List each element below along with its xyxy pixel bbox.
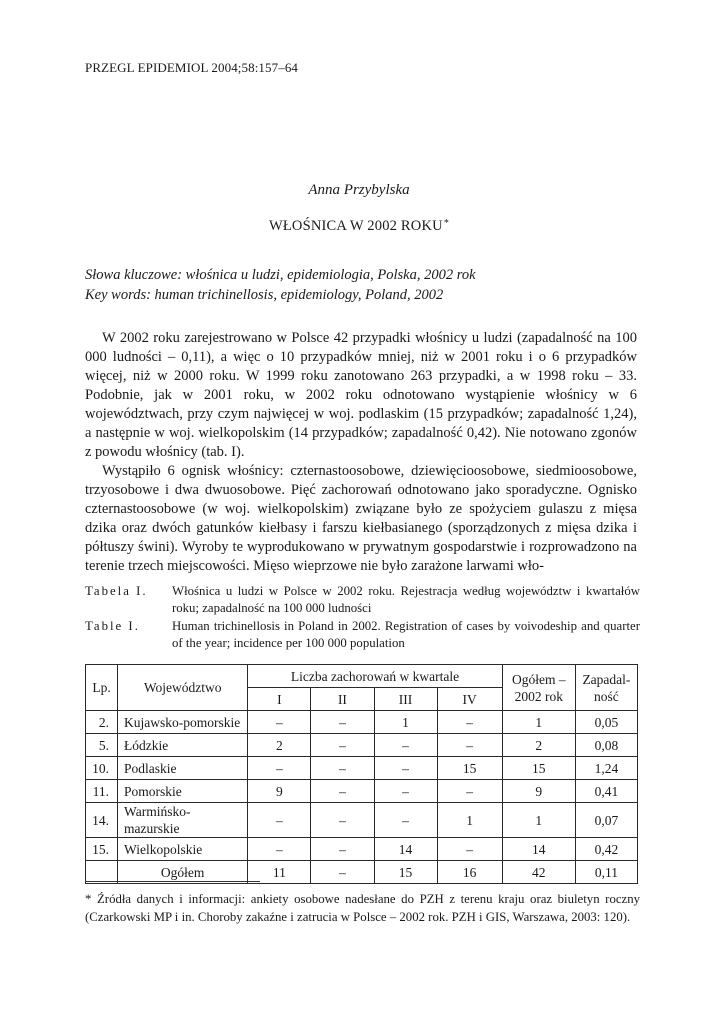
title-text: WŁOŚNICA W 2002 ROKU [268, 218, 443, 234]
table-row [86, 757, 638, 780]
cell-q4: – [437, 780, 502, 803]
cell-q4: – [437, 711, 502, 734]
cell-q1: – [248, 838, 311, 861]
article-title [0, 218, 718, 235]
header-lp: Lp. [86, 665, 118, 711]
cell-total: 15 [502, 757, 575, 780]
paragraph: Wystąpiło 6 ognisk włośnicy: czternastoosobowe, dziewięcioosobowe, siedmioosobowe, trzyosobowe i dwa dwuosobowe. Pięć zachorowań odnotowano jako sporadyczne. Ognisko czternastoosobowe (w woj. wielkopolskim) związane było ze spożyciem gulaszu z mięsa dzika oraz dwóch gatunków kiełbasy i farszu kiełbasianego (sporządzonych z mięsa dzika i półtuszy świni). Wyroby te wyprodukowano w prywatnym gospodarstwie i rozprowadzono na terenie trzech miejscowości. Mięso wieprzowe nie było zarażone larwami wło- [85, 463, 637, 574]
footnote: * Źródła danych i informacji: ankiety osobowe nadesłane do PZH z terenu kraju oraz biuletyn roczny (Czarkowski MP i in. Choroby zakaźne i zatrucia w Polsce – 2002 rok. PZH i GIS, Warszawa, 2003: 120). [85, 892, 640, 924]
header-quarter: I [248, 688, 311, 711]
cell-incidence: 0,42 [575, 838, 637, 861]
cell-total: 1 [502, 711, 575, 734]
header-quarter: IV [437, 688, 502, 711]
cell-q2: – [311, 861, 374, 884]
cell-region: Kujawsko-pomorskie [118, 711, 248, 734]
caption-label: Table I. [85, 619, 140, 633]
cell-q1: – [248, 711, 311, 734]
cell-incidence: 0,41 [575, 780, 637, 803]
cell-total: 9 [502, 780, 575, 803]
cell-q2: – [311, 757, 374, 780]
header-quarter: II [311, 688, 374, 711]
cell-incidence: 0,08 [575, 734, 637, 757]
cell-lp: 15. [86, 838, 118, 861]
cell-q4: – [437, 838, 502, 861]
header-region: Województwo [118, 665, 248, 711]
cell-q1: 11 [248, 861, 311, 884]
caption-english [85, 618, 640, 652]
cell-q1: 2 [248, 734, 311, 757]
header-incidence: Zapadal-ność [575, 665, 637, 711]
table-row [86, 734, 638, 757]
table-row [86, 838, 638, 861]
cell-incidence: 1,24 [575, 757, 637, 780]
header-row [86, 665, 638, 688]
header-total: Ogółem – 2002 rok [502, 665, 575, 711]
cell-incidence: 0,05 [575, 711, 637, 734]
cell-q3: 14 [374, 838, 437, 861]
cell-lp: 10. [86, 757, 118, 780]
author-name: Anna Przybylska [308, 182, 410, 198]
cell-lp: 5. [86, 734, 118, 757]
cell-total: 2 [502, 734, 575, 757]
table-row [86, 803, 638, 838]
cell-q3: – [374, 803, 437, 838]
cell-q2: – [311, 734, 374, 757]
cell-q4: 15 [437, 757, 502, 780]
keywords-polish: Słowa kluczowe: włośnica u ludzi, epidemiologia, Polska, 2002 rok [85, 267, 476, 283]
cell-q1: 9 [248, 780, 311, 803]
cell-total: 1 [502, 803, 575, 838]
table-body [86, 711, 638, 884]
header-quarter: III [374, 688, 437, 711]
caption-text: Włośnica u ludzi w Polsce w 2002 roku. Rejestracja według województw i kwartałów roku; zapadalność na 100 000 ludności [172, 584, 640, 615]
cell-q2: – [311, 838, 374, 861]
cell-q4: – [437, 734, 502, 757]
cell-q3: – [374, 757, 437, 780]
caption-text: Human trichinellosis in Poland in 2002. Registration of cases by voivodeship and quarter of the year; incidence per 100 000 population [172, 619, 640, 650]
caption-polish [85, 583, 640, 617]
cell-total: 42 [502, 861, 575, 884]
keywords-english: Key words: human trichinellosis, epidemiology, Poland, 2002 [85, 287, 444, 303]
journal-reference: PRZEGL EPIDEMIOL 2004;58:157–64 [85, 60, 299, 75]
table-row [86, 711, 638, 734]
cell-q1: – [248, 803, 311, 838]
caption-label: Tabela I. [85, 584, 148, 598]
cell-q4: 16 [437, 861, 502, 884]
cell-q3: – [374, 734, 437, 757]
cell-region: Podlaskie [118, 757, 248, 780]
cell-total: 14 [502, 838, 575, 861]
cell-lp: 14. [86, 803, 118, 838]
cell-q2: – [311, 803, 374, 838]
keywords-block [85, 265, 645, 305]
cell-q2: – [311, 780, 374, 803]
cell-incidence: 0,11 [575, 861, 637, 884]
cell-q1: – [248, 757, 311, 780]
cell-region: Pomorskie [118, 780, 248, 803]
article-body [85, 329, 637, 576]
header-quarters-group: Liczba zachorowań w kwartale [248, 665, 502, 688]
cell-region: Warmińsko-mazurskie [118, 803, 248, 838]
table-captions [85, 583, 640, 653]
cell-region: Łódzkie [118, 734, 248, 757]
cell-q4: 1 [437, 803, 502, 838]
paragraph: W 2002 roku zarejestrowano w Polsce 42 przypadki włośnicy u ludzi (zapadalność na 100 000 ludności – 0,11), a więc o 10 przypadków mniej, niż w 2001 roku i o 6 przypadków więcej, niż w 2000 roku. W 1999 roku zanotowano 263 przypadki, a w 1998 roku – 33. Podobnie, jak w 2001 roku, w 2002 roku odnotowano wystąpienie włośnicy w 6 województwach, przy czym najwięcej w woj. podlaskim (15 przypadków; zapadalność 1,24), a następnie w woj. wielkopolskim (14 przypadków; zapadalność 0,42). Nie notowano zgonów z powodu włośnicy (tab. I). [85, 330, 637, 460]
cell-incidence: 0,07 [575, 803, 637, 838]
cell-lp: 2. [86, 711, 118, 734]
table-row [86, 780, 638, 803]
footnote-divider [85, 881, 260, 882]
cell-q3: 1 [374, 711, 437, 734]
cell-total-label: Ogółem [118, 861, 248, 884]
cell-lp: 11. [86, 780, 118, 803]
footnote-marker: * [443, 218, 450, 229]
cell-q2: – [311, 711, 374, 734]
cell-region: Wielkopolskie [118, 838, 248, 861]
cell-q3: 15 [374, 861, 437, 884]
cell-q3: – [374, 780, 437, 803]
data-table [85, 664, 638, 884]
